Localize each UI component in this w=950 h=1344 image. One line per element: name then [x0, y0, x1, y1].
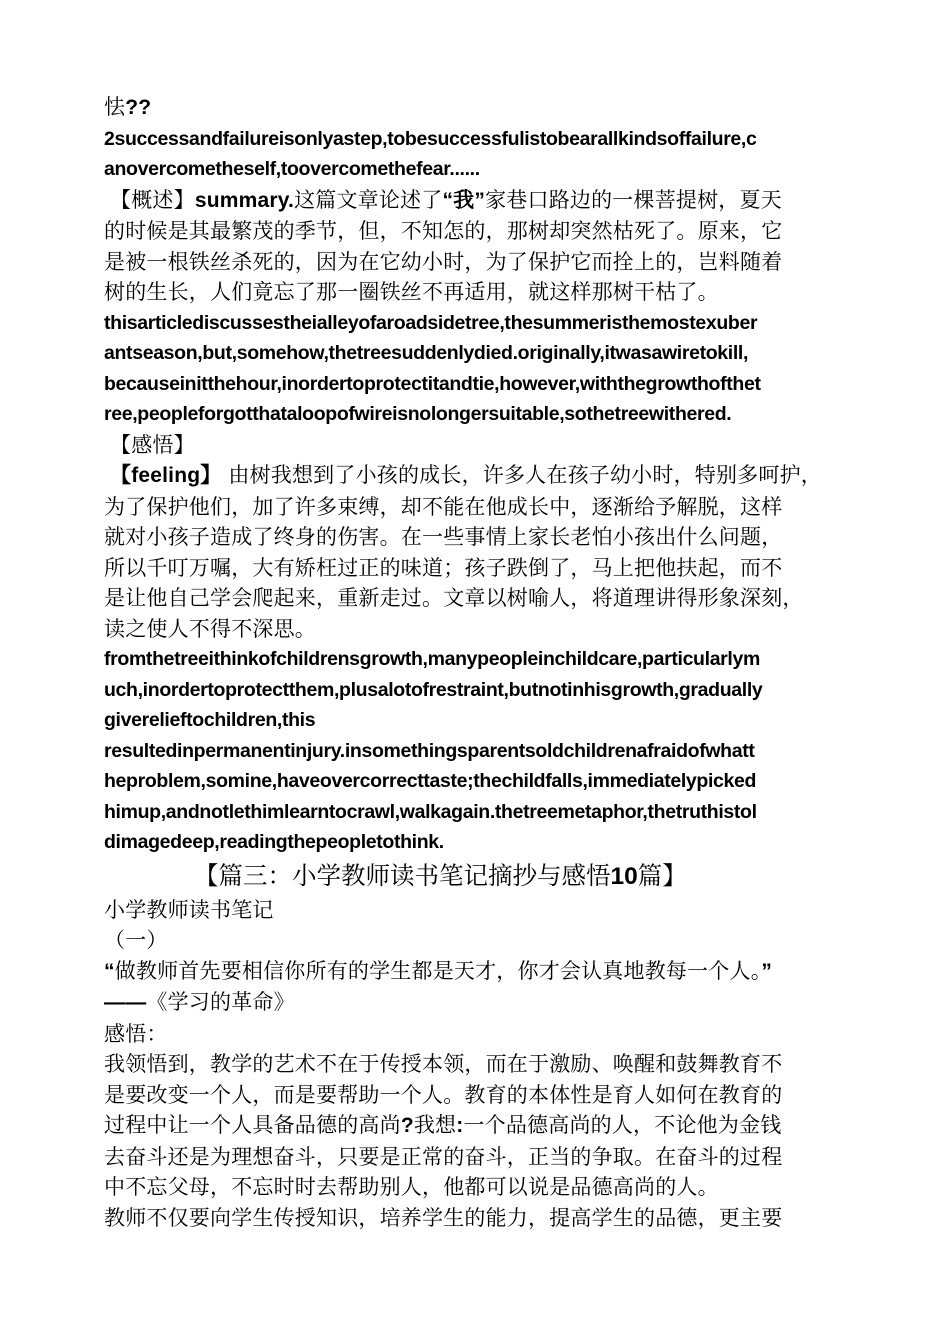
quote-line — [104, 956, 856, 988]
text-line: 就对小孩子造成了终身的伤害。在一些事情上家长老怕小孩出什么问题， — [104, 525, 783, 549]
text-line: ree,peopleforgotthataloopofwireisnolongersuitable,sothetreewithered. — [104, 403, 732, 425]
text-fragment: 过程中让一个人具备品德的高尚 — [104, 1113, 401, 1137]
text-line: 树的生长，人们竟忘了那一圈铁丝不再适用，就这样那树干枯了。 — [104, 280, 719, 304]
text-line: 读之使人不得不深思。 — [104, 616, 316, 641]
text-line: himup,andnotlethimlearntocrawl,walkagain.thetreemetaphor,thetruthistol — [104, 800, 757, 823]
text-fragment: 怯 — [104, 95, 126, 119]
text-line: thisarticlediscussestheialleyofaroadsidetree,thesummeristhemostexuber — [104, 311, 758, 334]
text-line: dimagedeep,readingthepeopletothink. — [104, 831, 444, 853]
section-heading — [104, 858, 856, 895]
text-fragment: 10 — [610, 862, 638, 890]
text-fragment: 我想 — [413, 1113, 457, 1137]
text-line: 中不忘父母，不忘时时去帮助别人，他都可以说是品德高尚的人。 — [104, 1175, 719, 1199]
text-line: 是让他自己学会爬起来，重新走过。文章以树喻人，将道理讲得形象深刻， — [104, 586, 804, 610]
summary-label: 【概述】 — [110, 187, 195, 212]
text-fragment: 由树我想到了小孩的成长，许多人在孩子幼小时，特别多呵护， — [228, 463, 822, 487]
text-line: 2successandfailureisonlyastep,tobesuccessfulistobearallkindsoffailure,c — [104, 127, 757, 150]
text-fragment: 《学习的革命》 — [146, 990, 295, 1014]
text-line: becauseinitthehour,inordertoprotectitandtie,however,withthegrowthofthet — [104, 372, 761, 395]
text-fragment: —— — [104, 991, 147, 1014]
text-fragment: ” — [761, 959, 773, 983]
text-fragment: 做教师首先要相信你所有的学生都是天才，你才会认真地教每一个人。 — [114, 958, 762, 983]
text-line: 为了保护他们，加了许多束缚，却不能在他成长中，逐渐给予解脱，这样 — [104, 494, 783, 519]
summary-first-line — [104, 185, 856, 217]
text-line: heproblem,somine,haveovercorrecttaste;thechildfalls,immediatelypicked — [104, 770, 757, 792]
text-fragment: 【篇三：小学教师读书笔记摘抄与感悟 — [194, 860, 611, 890]
text-line: 去奋斗还是为理想奋斗，只要是正常的奋斗，正当的争取。在奋斗的过程 — [104, 1144, 783, 1169]
ganwu-label: 感悟： — [104, 1021, 168, 1046]
text-line — [104, 1110, 856, 1142]
text-line: fromthetreeithinkofchildrensgrowth,manypeopleinchildcare,particularlym — [104, 648, 760, 670]
text-line: 我领悟到，教学的艺术不在于传授本领，而在于激励、唤醒和鼓舞教育不 — [104, 1052, 783, 1076]
text-fragment: “ — [104, 959, 115, 983]
text-fragment: ? — [400, 1114, 414, 1137]
subtitle: 小学教师读书笔记 — [104, 897, 274, 922]
text-line: resultedinpermanentinjury.insomethingsparentsoldchildrenafraidofwhatt — [104, 739, 755, 762]
text-line: 所以千叮万嘱，大有矫枉过正的味道；孩子跌倒了，马上把他扶起，而不 — [104, 555, 783, 580]
text-line: 是要改变一个人，而是要帮助一个人。教育的本体性是育人如何在教育的 — [104, 1082, 783, 1107]
text-line — [104, 92, 856, 124]
text-fragment: “我” — [442, 188, 486, 212]
text-line: antseason,but,somehow,thetreesuddenlydied.originally,itwasawiretokill, — [104, 342, 749, 364]
text-line: anovercometheself,toovercomethefear...... — [104, 158, 480, 180]
text-fragment: 家巷口路边的一棵菩提树，夏天 — [485, 187, 782, 212]
text-line: 的时候是其最繁茂的季节，但，不知怎的，那树却突然枯死了。原来，它 — [104, 219, 783, 243]
feeling-label: 【feeling】 — [110, 464, 222, 487]
quote-source — [104, 987, 856, 1019]
feeling-title: 【感悟】 — [110, 432, 195, 457]
text-line: 教师不仅要向学生传授知识，培养学生的能力，提高学生的品德，更主要 — [104, 1205, 783, 1230]
summary-label-en: summary. — [194, 188, 295, 212]
text-line: giverelieftochildren,this — [104, 709, 316, 731]
text-fragment: : — [456, 1114, 464, 1137]
text-fragment: ?? — [125, 96, 152, 119]
document-page — [104, 92, 856, 1233]
text-line: 是被一根铁丝杀死的，因为在它幼小时，为了保护它而拴上的，岂料随着 — [104, 249, 783, 274]
text-fragment: 这篇文章论述了 — [294, 187, 443, 212]
feeling-first-line — [104, 460, 856, 492]
text-line: uch,inordertoprotectthem,plusalotofrestraint,butnotinhisgrowth,gradually — [104, 678, 763, 701]
text-fragment: 一个品德高尚的人，不论他为金钱 — [463, 1113, 782, 1137]
text-fragment: 篇】 — [637, 860, 687, 890]
part-number: （一） — [104, 928, 168, 952]
